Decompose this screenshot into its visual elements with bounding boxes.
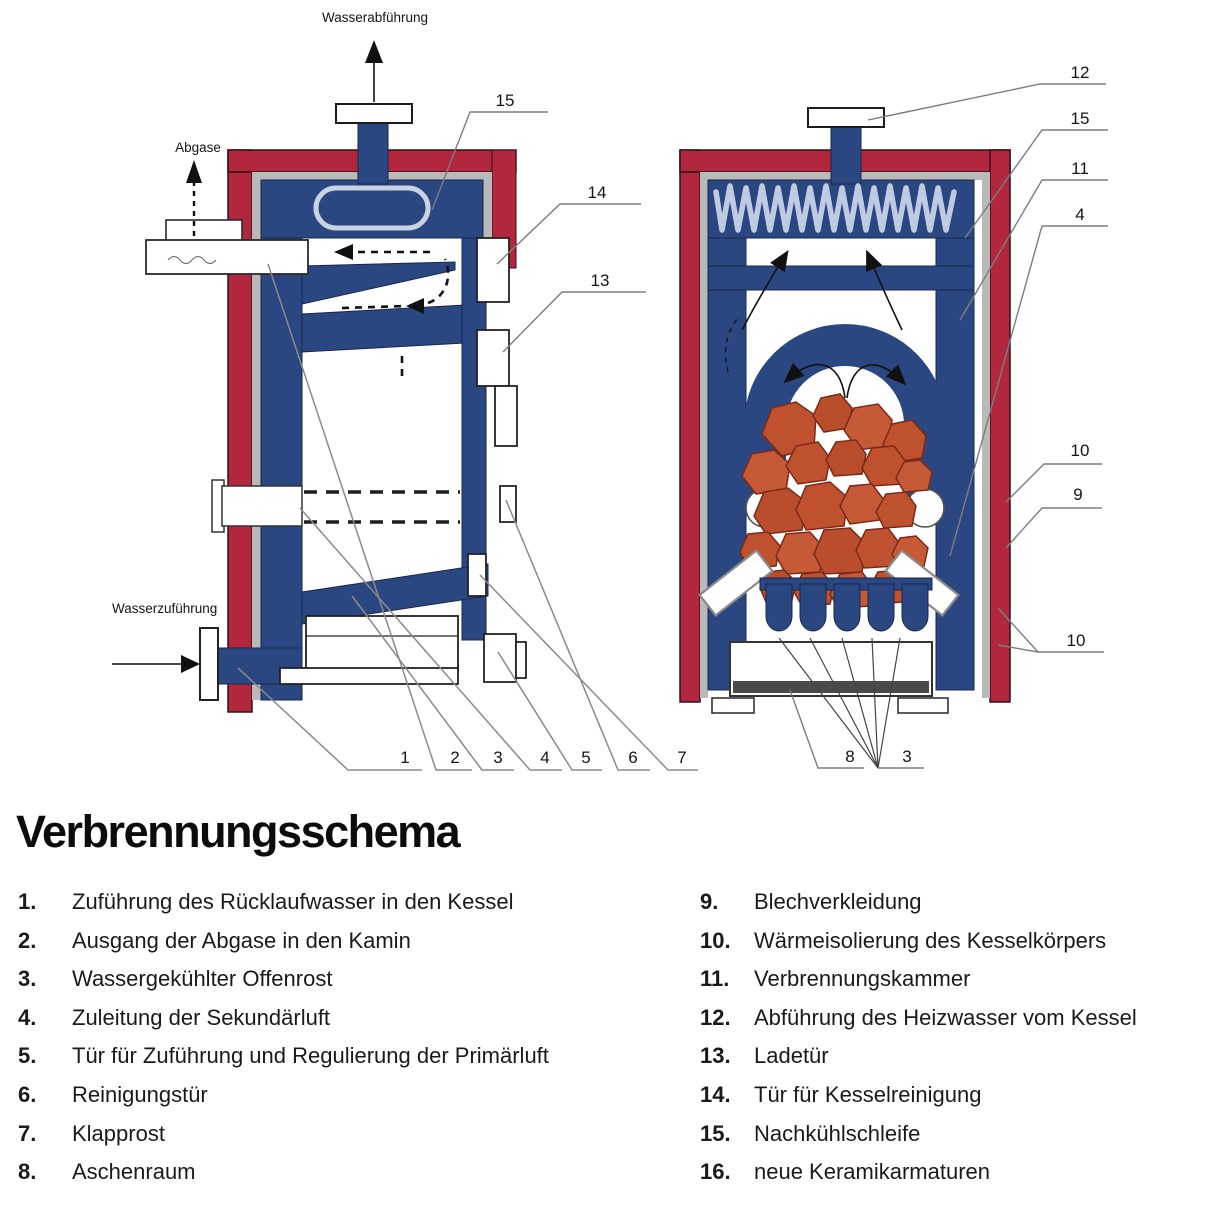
legend-item-11 xyxy=(700,966,1214,1005)
legend-label: Ladetür xyxy=(754,1043,829,1069)
callout-15-right: 15 xyxy=(1070,109,1090,128)
callout-14: 14 xyxy=(587,183,607,202)
legend-label: Wassergekühlter Offenrost xyxy=(72,966,333,992)
callout-12: 12 xyxy=(1070,63,1090,82)
base-plate xyxy=(280,668,458,684)
legend-item-13 xyxy=(700,1043,1214,1082)
flue-gas-label: Abgase xyxy=(175,140,221,155)
legend-num: 2. xyxy=(18,927,37,953)
legend-num: 11. xyxy=(700,966,730,992)
callout-3: 3 xyxy=(493,748,503,767)
right-leg xyxy=(898,698,948,713)
water-outlet-stub xyxy=(358,114,388,184)
legend-num: 13. xyxy=(700,1043,731,1069)
legend-item-9 xyxy=(700,889,1214,928)
legend-num: 15. xyxy=(700,1120,731,1146)
legend-label: Tür für Zuführung und Regulierung der Primärluft xyxy=(72,1043,549,1069)
legend-num: 4. xyxy=(18,1004,37,1030)
grate-fingers xyxy=(760,578,932,631)
legend-label: Wärmeisolierung des Kesselkörpers xyxy=(754,927,1107,953)
callout-10-upper: 10 xyxy=(1070,441,1090,460)
callout-2: 2 xyxy=(450,748,460,767)
callout-15-left: 15 xyxy=(495,91,515,110)
legend-item-3 xyxy=(18,966,688,1005)
legend-num: 9. xyxy=(700,889,719,914)
legend-column-left xyxy=(18,889,688,1198)
callout-11: 11 xyxy=(1071,159,1089,178)
legend-item-7 xyxy=(18,1121,688,1160)
legend-item-15 xyxy=(700,1121,1214,1160)
inlet-flange xyxy=(200,628,218,700)
callout-4: 4 xyxy=(540,748,550,767)
water-inlet-arrowhead xyxy=(181,655,200,673)
legend-label: Reinigungstür xyxy=(72,1081,208,1107)
legend-label: Tür für Kesselreinigung xyxy=(754,1081,982,1107)
legend-label: Zuleitung der Sekundärluft xyxy=(72,1004,331,1030)
legend-num: 10. xyxy=(700,927,731,953)
water-outlet-arrowhead xyxy=(365,40,383,63)
legend-num: 14. xyxy=(700,1081,731,1107)
water-outlet-label: Wasserabführung xyxy=(321,10,429,25)
callout-7: 7 xyxy=(677,748,687,767)
flue-gas-arrowhead xyxy=(186,160,202,183)
callout-4-right: 4 xyxy=(1075,205,1085,224)
legend-item-8 xyxy=(18,1159,688,1198)
legend-item-5 xyxy=(18,1043,688,1082)
chimney-connection-box xyxy=(166,220,242,241)
callout-13: 13 xyxy=(590,271,610,290)
legend-item-16 xyxy=(700,1159,1214,1198)
legend-label: Abführung des Heizwasser vom Kessel xyxy=(754,1004,1137,1030)
legend-label: neue Keramikarmaturen xyxy=(754,1159,991,1185)
legend-item-6 xyxy=(18,1082,688,1121)
legend-num: 7. xyxy=(18,1120,37,1146)
legend-item-1 xyxy=(18,889,688,928)
legend-label: Blechverkleidung xyxy=(754,889,922,914)
secondary-air-stub xyxy=(222,486,302,526)
legend-label: Zuführung des Rücklaufwasser in den Kessel xyxy=(72,889,514,914)
outlet-flange xyxy=(336,104,412,123)
left-bottom-numbers xyxy=(400,748,686,767)
loading-door-frame xyxy=(495,386,517,446)
legend-item-4 xyxy=(18,1005,688,1044)
legend-num: 8. xyxy=(18,1159,37,1185)
primary-air-door-flange xyxy=(516,642,526,678)
callout-10-lower: 10 xyxy=(1066,631,1086,650)
loading-door xyxy=(477,330,509,386)
heating-water-outlet-flange xyxy=(808,108,884,127)
legend-column-right xyxy=(700,889,1214,1198)
ash-layer xyxy=(733,681,929,693)
left-boiler-section xyxy=(112,10,698,770)
cleaning-door xyxy=(477,238,509,302)
legend-num: 16. xyxy=(700,1159,731,1185)
callout-8: 8 xyxy=(845,747,855,766)
left-leg xyxy=(712,698,754,713)
legend-num: 3. xyxy=(18,966,37,992)
legend-label: Nachkühlschleife xyxy=(754,1120,921,1146)
legend-num: 5. xyxy=(18,1043,37,1069)
small-door-lower xyxy=(468,554,486,596)
legend-label: Klapprost xyxy=(72,1120,165,1146)
callout-1: 1 xyxy=(400,748,410,767)
callout-6: 6 xyxy=(628,748,638,767)
callout-3-right: 3 xyxy=(902,747,912,766)
legend-num: 1. xyxy=(18,889,37,914)
legend-label: Verbrennungskammer xyxy=(754,966,971,992)
primary-air-door xyxy=(484,634,516,682)
callout-9: 9 xyxy=(1073,485,1083,504)
legend-item-14 xyxy=(700,1082,1214,1121)
legend-label: Ausgang der Abgase in den Kamin xyxy=(72,927,411,953)
page-title: Verbrennungsschema xyxy=(16,806,460,857)
legend-item-12 xyxy=(700,1005,1214,1044)
legend-item-10 xyxy=(700,928,1214,967)
legend-num: 6. xyxy=(18,1081,37,1107)
right-boiler-section xyxy=(680,63,1108,768)
callout-5: 5 xyxy=(581,748,591,767)
flue-gas-duct xyxy=(146,240,308,274)
legend-label: Aschenraum xyxy=(72,1159,196,1185)
legend-num: 12. xyxy=(700,1004,731,1030)
right-mid-water-band xyxy=(708,266,974,290)
water-inlet-label: Wasserzuführung xyxy=(112,601,218,616)
legend-item-2 xyxy=(18,928,688,967)
